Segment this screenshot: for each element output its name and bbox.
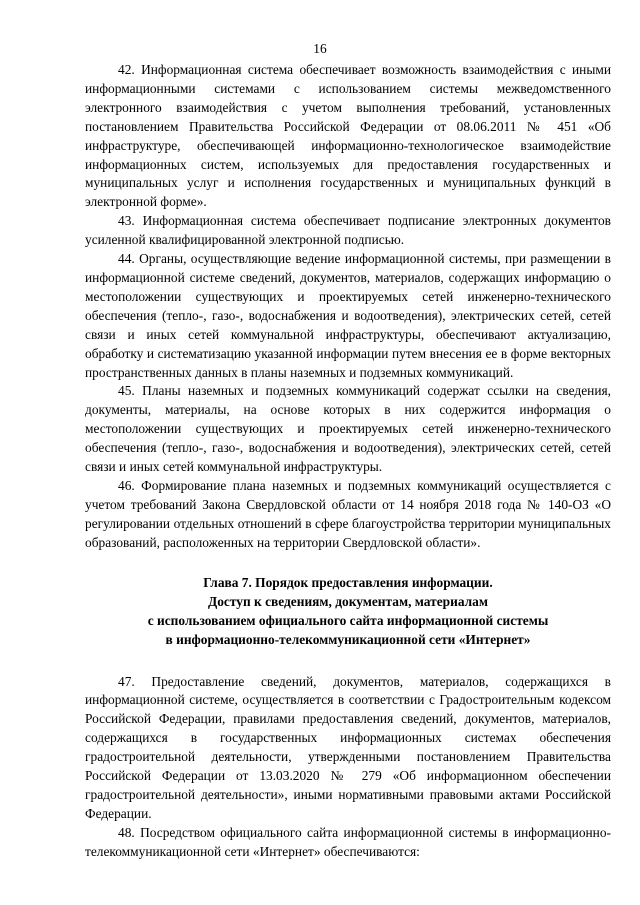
paragraph-42: 42. Информационная система обеспечивает возможность взаимодействия с иными информационными системами с использованием системы межведомственного электронного взаимодействия с учетом выполнения требований, установленных постановлением Правительства Российской Федерации от 08.06.2011 № 451 «Об инфраструктуре, обеспечивающей информационно-технологическое взаимодействие информационных систем, используемых для предоставления государственных и муниципальных услуг и исполнения государственных и муниципальных функций в электронной форме». xyxy=(85,62,611,210)
paragraph-46: 46. Формирование плана наземных и подземных коммуникаций осуществляется с учетом требований Закона Свердловской области от 14 ноября 2018 года № 140-ОЗ «О регулировании отдельных отношений в сфере благоустройства территории муниципальных образований, расположенных на территории Свердловской области». xyxy=(85,477,611,550)
chapter-heading-line-3: с использованием официального сайта информационной системы xyxy=(147,612,549,628)
chapter-heading-line-4: в информационно-телекоммуникационной сети «Интернет» xyxy=(165,631,531,647)
chapter-heading-line-1: Глава 7. Порядок предоставления информации. xyxy=(203,574,493,590)
chapter-heading xyxy=(85,573,611,649)
paragraph-47: 47. Предоставление сведений, документов, материалов, содержащихся в информационной системе, осуществляется в соответствии с Градостроительным кодексом Российской Федерации, правилами предоставления сведений, документов, материалов, содержащихся в государственных информационных системах обеспечения градостроительной деятельности, утвержденными постановлением Правительства Российской Федерации от 13.03.2020 № 279 «Об информационном обеспечении градостроительной деятельности», иными нормативными правовыми актами Российской Федерации. xyxy=(85,673,611,821)
document-body xyxy=(85,61,611,862)
paragraph-43: 43. Информационная система обеспечивает подписание электронных документов усиленной квалифицированной электронной подписью. xyxy=(85,213,611,248)
paragraph-45: 45. Планы наземных и подземных коммуникаций содержат ссылки на сведения, документы, материалы, на основе которых в них содержится информация о местоположении существующих и проектируемых сетей инженерно-технического обеспечения (тепло-, газо-, водоснабжения и водоотведения), электрических сетей, сетей связи и иных сетей коммунальной инфраструктуры. xyxy=(85,383,611,475)
paragraph-44: 44. Органы, осуществляющие ведение информационной системы, при размещении в информационной системе сведений, документов, материалов, содержащих информацию о местоположении существующих и проектируемых сетей инженерно-технического обеспечения (тепло-, газо-, водоснабжения и водоотведения), электрических сетей, сетей связи и иных сетей коммунальной инфраструктуры, обеспечивают актуализацию, обработку и систематизацию указанной информации путем внесения ее в форме векторных пространственных данных в планы наземных и подземных коммуникаций. xyxy=(85,251,611,380)
page-number: 16 xyxy=(313,41,327,56)
chapter-heading-line-2: Доступ к сведениям, документам, материалам xyxy=(208,593,488,609)
paragraph-48: 48. Посредством официального сайта информационной системы в информационно-телекоммуникационной сети «Интернет» обеспечиваются: xyxy=(85,824,611,859)
